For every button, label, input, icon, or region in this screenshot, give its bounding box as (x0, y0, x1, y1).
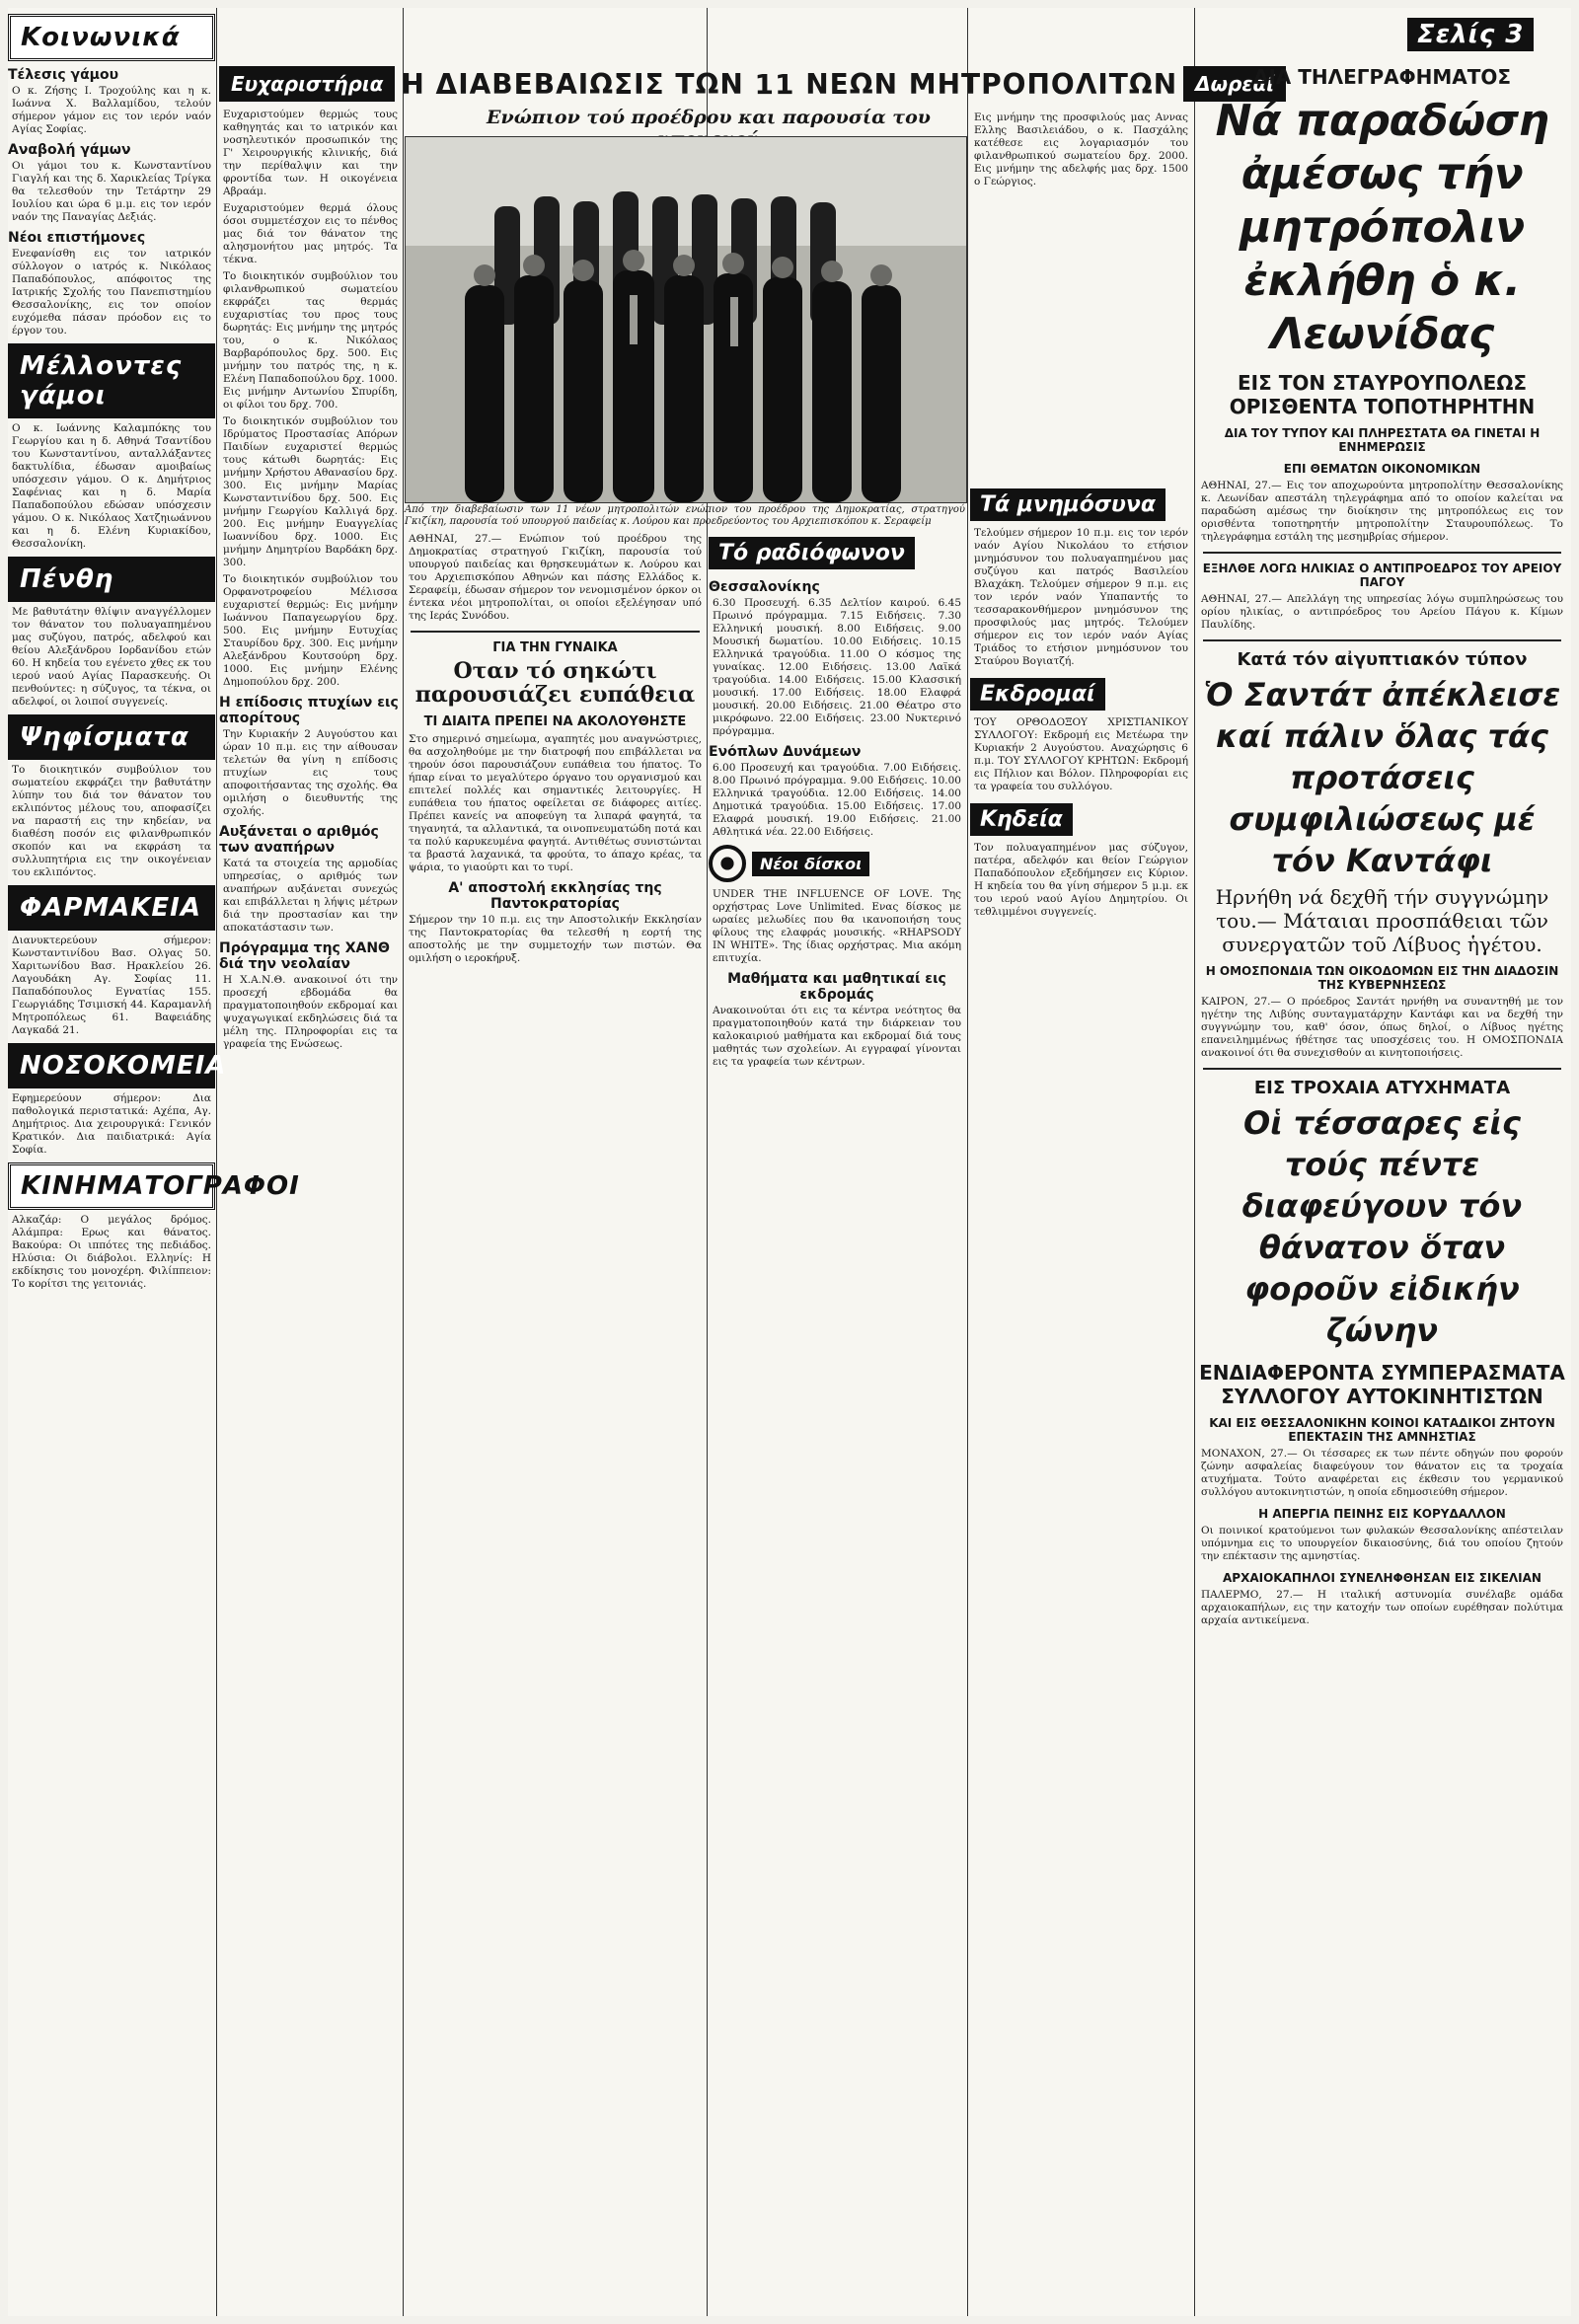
article-subhead: ΑΡΧΑΙΟΚΑΠΗΛΟΙ ΣΥΝΕΛΗΦΘΗΣΑΝ ΕΙΣ ΣΙΚΕΛΙΑΝ (1223, 1571, 1541, 1585)
article-text: ΑΘΗΝΑΙ, 27.— Απελλάγη της υπηρεσίας λόγω συμπληρώσεως του ορίου ηλικίας, ο αντιπρόεδρος του Αρείου Πάγου κ. Κίμων Παυλίδης. (1201, 593, 1563, 631)
article-text: Ανακοινούται ότι εις τα κέντρα νεότητος θα πραγματοποιηθούν κατά την διάρκειαν του καλοκαιριού μαθήματα και εκδρομαί διά τους μαθητάς των σχολείων. Αι εγγραφαί γίνονται εις τα γραφεία των κέντρων. (713, 1005, 961, 1068)
column-center (405, 531, 706, 2316)
article-text: Το διοικητικόν συμβούλιον του φιλανθρωπικού σωματείου εκφράζει τας θερμάς ευχαριστίας του προς τους δωρητάς: Εις μνήμην της μητρός του, ο κ. Νικόλαος Βαρβαρόπουλος δρχ. 500. Εις μνήμην του πατρός της, η κ. Ελένη Παπαδοπούλου δρχ. 1000. Εις μνήμην Αντωνίου Σπυρίδη, οι φίλοι του δρχ. 700. (223, 270, 398, 411)
article-text: Διανυκτερεύουν σήμερον: Κωνσταντινίδου Βασ. Ολγας 50. Χαριτωνίδου Βασ. Ηρακλείου 26. Λαγουδάκη Αγ. Σοφίας 11. Παπαδόπουλος Εγνατίας 155. Γεωργιάδης Τσιμισκή 44. Καραμανλή Μητροπόλεως 61. Βαφειάδης Λαγκαδά 21. (12, 935, 211, 1036)
section-heading: ΚΙΝΗΜΑΤΟΓΡΑΦΟΙ (8, 1162, 215, 1210)
photo-figures (406, 137, 966, 502)
article-kicker: Κατά τόν αἰγυπτιακόν τύπον (1237, 649, 1528, 670)
column-radio (709, 531, 965, 2316)
article-subhead: ΕΝΔΙΑΦΕΡΟΝΤΑ ΣΥΜΠΕΡΑΣΜΑΤΑ ΣΥΛΛΟΓΟΥ ΑΥΤΟΚΙΝΗΤΙΣΤΩΝ (1199, 1361, 1565, 1408)
section-heading: Τά μνημόσυνα (970, 488, 1165, 521)
article-text: Το διοικητικόν συμβούλιον του σωματείου εκφράζει την βαθυτάτην λύπην του διά τον θάνατον του εκλιπόντος μέλους του, αποφασίζει να παραστή εις την κηδείαν, να διαθέση ποσόν εις φιλανθρωπικόν σκοπόν και να εκφράση τα συλλυπητήρια εις την οικογένειαν του εκλιπόντος. (12, 764, 211, 878)
article-text: ΚΑΙΡΟΝ, 27.— Ο πρόεδρος Σαντάτ ηρνήθη να συναντηθή με τον ηγέτην της Λιβύης συνταγματάρχην Καντάφι και να δεχθή την συγγνώμην του, καθ' όσον, όπως δηλοί, ο Λίβυος ηγέτης επανειλημμένως ήθέτησε τας υποσχέσεις του. Η ΟΜΟΣΠΟΝΔΙΑ ανακοινοί ότι θα συνεχισθούν αι κινητοποιήσεις. (1201, 996, 1563, 1059)
article-text: 6.00 Προσευχή και τραγούδια. 7.00 Ειδήσεις. 8.00 Πρωινό πρόγραμμα. 9.00 Ειδήσεις. 10.00 Ελληνικά τραγούδια. 12.00 Ειδήσεις. 14.00 Δημοτικά τραγούδια. 15.00 Ειδήσεις. 17.00 Ελαφρά μουσική. 19.00 Ειδήσεις. 21.00 Αθλητικά νέα. 22.00 Ειδήσεις. (713, 762, 961, 838)
column-rule (1194, 8, 1195, 2316)
subheading: Θεσσαλονίκης (709, 579, 820, 595)
article-text: Τελούμεν σήμερον 10 π.μ. εις τον ιερόν ναόν Αγίου Νικολάου το ετήσιον μνημόσυνον του πολυαγαπημένου μας συζύγου και πατρός Βασιλείου Βλαχάκη. Τελούμεν σήμερον 9 π.μ. εις τον ιερόν ναόν Υπαπαντής το τεσσαρακονθήμερον μνημόσυνον της προσφιλούς μας μητρός. Τελούμεν σήμερον εις τον ιερόν ναόν Αγίας Τριάδος το ετήσιον μνημόσυνον του Σταύρου Βογιατζή. (974, 527, 1188, 667)
article-subhead: ΤΙ ΔΙΑΙΤΑ ΠΡΕΠΕΙ ΝΑ ΑΚΟΛΟΥΘΗΣΤΕ (423, 714, 687, 729)
article-kicker: ΓΙΑ ΤΗΝ ΓΥΝΑΙΚΑ (492, 640, 618, 655)
subheading: Νέοι επιστήμονες (8, 230, 146, 246)
lead-headline: Η ΔΙΑΒΕΒΑΙΩΣΙΣ ΤΩΝ 11 ΝΕΩΝ ΜΗΤΡΟΠΟΛΙΤΩΝ (401, 67, 1178, 101)
article-text: Την Κυριακήν 2 Αυγούστου και ώραν 10 π.μ. εις την αίθουσαν τελετών θα γίνη η επίδοσις πτυχίων εις τους αποφοιτήσαντας της σχολής. Θα ομιλήση ο διευθυντής της σχολής. (223, 728, 398, 817)
article-subhead: ΔΙΑ ΤΟΥ ΤΥΠΟΥ ΚΑΙ ΠΛΗΡΕΣΤΑΤΑ ΘΑ ΓΙΝΕΤΑΙ Η ΕΝΗΜΕΡΩΣΙΣ (1224, 426, 1541, 454)
article-headline: Νά παραδώση ἀμέσως τήν μητρόπολιν ἐκλήθη ὁ κ. Λεωνίδας (1215, 96, 1549, 359)
article-text: ΜΟΝΑΧΟΝ, 27.— Οι τέσσαρες εκ των πέντε οδηγών που φορούν ζώνην ασφαλείας διαφεύγουν τον θάνατον εις τα τροχαία ατυχήματα. Τούτο αναφέρεται εις έκθεσιν του γερμανικού συλλόγου αυτοκινητιστών, η οποία εδημοσιεύθη σήμερον. (1201, 1448, 1563, 1498)
divider (1203, 639, 1561, 641)
column-donations (970, 62, 1192, 2316)
article-text: Στο σημερινό σημείωμα, αγαπητές μου αναγνώστριες, θα ασχοληθούμε με την διατροφή που επιβάλλεται να τηρούν όσοι παρουσιάζουν ευπάθεια του ήπατος. Το ήπαρ είναι το μεγαλύτερο όργανο του οργανισμού και επιτελεί πολλές και σημαντικές λειτουργίες. Η ευπάθεια του ήπατος οφείλεται σε διάφορες αιτίες. Πρέπει κανείς να αποφεύγη τα λιπαρά φαγητά, τα τηγανητά, τα αλλαντικά, τα οινοπνευματώδη ποτά και τα πολύ καρυκευμένα φαγητά. Αντιθέτως συνιστώνται τα βραστά λαχανικά, τα φρούτα, το άπαχο κρέας, τα ψάρια, το γιαούρτι και το τυρί. (409, 733, 702, 873)
article-headline: Ὁ Σαντάτ ἀπέκλεισε καί πάλιν ὅλας τάς προτάσεις συμφιλιώσεως μέ τόν Καντάφι (1203, 676, 1561, 879)
divider (1203, 552, 1561, 554)
article-text: Εφημερεύουν σήμερον: Δια παθολογικά περιστατικά: Αχέπα, Αγ. Δημήτριος. Δια χειρουργικά: Γενικόν Κρατικόν. Δια παιδιατρικά: Αγία Σοφία. (12, 1092, 211, 1156)
article-text: UNDER THE INFLUENCE OF LOVE. Της ορχήστρας Love Unlimited. Ενας δίσκος με ωραίες μελωδίες που θα ικανοποιήση τους φίλους της ελαφράς μουσικής. «RHAPSODY IN WHITE». Της ίδιας ορχήστρας. Μια ακόμη επιτυχία. (713, 888, 961, 964)
section-heading: Εκδρομαί (970, 678, 1105, 711)
lead-banner (219, 62, 1274, 106)
photo-caption: Από την διαβεβαίωσιν των 11 νέων μητροπολιτών ενώπιον του προέδρου της Δημοκρατίας, στρατηγού Γκιζίκη, παρουσία τού υπουργού παιδείας κ. Λούρου και προεδρεύοντος του Αρχιεπισκόπου κ. Σεραφείμ (405, 504, 965, 527)
article-text: Τον πολυαγαπημένον μας σύζυγον, πατέρα, αδελφόν και θείον Γεώργιον Παπαδόπουλον εξεδήμησεν εις Κύριον. Η κηδεία του θα γίνη σήμερον 5 μ.μ. εκ του ιερού ναού Αγίου Δημητρίου. Οι τεθλιμμένοι συγγενείς. (974, 842, 1188, 918)
subheading: Η επίδοσις πτυχίων εις απορίτους (219, 695, 399, 726)
section-tag: Ευχαριστήρια (219, 66, 395, 102)
article-kicker: ΔΙΑ ΤΗΛΕΓΡΑΦΗΜΑΤΟΣ (1252, 65, 1512, 89)
lead-deck: Ενώπιον τού προέδρου και παρουσία του (487, 107, 931, 128)
article-text: Το διοικητικόν συμβούλιον του Ορφανοτροφείου Μέλισσα ευχαριστεί θερμώς: Εις μνήμην Ιωάννου Παπαγεωργίου δρχ. 500. Εις μνήμην Ευτυχίας Σταυρίδου δρχ. 300. Εις μνήμην Αλεξάνδρου Κουτσούρη δρχ. 1000. Εις μνήμην Ελένης Δημοπούλου δρχ. 200. (223, 573, 398, 688)
column-rule (967, 8, 968, 2316)
article-headline: Οἱ τέσσαρες εἰς τούς πέντε διαφεύγουν τόν θάνατον ὅταν φοροῦν εἰδικήν ζώνην (1241, 1104, 1523, 1349)
article-text: Ενεφανίσθη εις τον ιατρικόν σύλλογον ο ιατρός κ. Νικόλαος Παπαδόπουλος, απόφοιτος της Ιατρικής Σχολής του Πανεπιστημίου Θεσσαλονίκης, εις τον οποίον ευχόμεθα πάσαν πρόοδον εις το έργον του. (12, 248, 211, 337)
column-thanks (219, 107, 402, 2316)
article-subhead: Η ΑΠΕΡΓΙΑ ΠΕΙΝΗΣ ΕΙΣ ΚΟΡΥΔΑΛΛΟΝ (1258, 1507, 1506, 1521)
column-rule (216, 8, 217, 2316)
article-text: ΤΟΥ ΟΡΘΟΔΟΞΟΥ ΧΡΙΣΤΙΑΝΙΚΟΥ ΣΥΛΛΟΓΟΥ: Εκδρομή εις Μετέωρα την Κυριακήν 2 Αυγούστου. Αναχώρησις 6 π.μ. ΤΟΥ ΣΥΛΛΟΓΟΥ ΚΡΗΤΩΝ: Εκδρομή εις Πήλιον και Βόλον. Πληροφορίαι εις τα γραφεία του συλλόγου. (974, 716, 1188, 792)
column-right (1197, 8, 1567, 2316)
article-text: Κατά τα στοιχεία της αρμοδίας υπηρεσίας, ο αριθμός των αναπήρων αυξάνεται συνεχώς και επιβάλλεται η λήψις μέτρων διά την προστασίαν και την αποκατάστασιν των. (223, 858, 398, 934)
new-records-logo (709, 845, 965, 882)
subheading: Αυξάνεται ο αριθμός των αναπήρων (219, 824, 379, 856)
article-text: Εις μνήμην της προσφιλούς μας Αννας Ελλης Βασιλειάδου, ο κ. Πασχάλης κατέθεσε εις λογαριασμόν του φιλανθρωπικού σωματείου δρχ. 2000. Εις μνήμην της αδελφής μας δρχ. 1500 ο Γεώργιος. (974, 112, 1188, 187)
divider (1203, 1068, 1561, 1070)
section-heading: Πένθη (8, 557, 215, 602)
section-heading: ΦΑΡΜΑΚΕΙΑ (8, 885, 215, 931)
subheading: Α' αποστολή εκκλησίας της Παντοκρατορίας (448, 880, 662, 912)
section-heading: Κηδεία (970, 803, 1073, 836)
article-subhead: Η ΟΜΟΣΠΟΝΔΙΑ ΤΩΝ ΟΙΚΟΔΟΜΩΝ ΕΙΣ ΤΗΝ ΔΙΑΔΟΣΙΝ ΤΗΣ ΚΥΒΕΡΝΗΣΕΩΣ (1205, 964, 1559, 992)
article-subhead: ΕΠΙ ΘΕΜΑΤΩΝ ΟΙΚΟΝΟΜΙΚΩΝ (1283, 462, 1481, 476)
subheading: Τέλεσις γάμου (8, 67, 119, 83)
article-text: Ο κ. Ιωάννης Καλαμπόκης του Γεωργίου και η δ. Αθηνά Τσαντίδου του Κωνσταντίνου, ανταλλάξαντες δακτυλίδια, έδωσαν αμοιβαίως υπόσχεσιν γάμου. Ο κ. Δημήτριος Σαφένιας και η δ. Μαρία Παπαδοπούλου εδώσαν υπόσχεσιν γάμου. Ο κ. Νικόλαος Χατζηιωάννου και η δ. Ελένη Κυριακίδου, Θεσσαλονίκη. (12, 422, 211, 550)
page-number: Σελίς 3 (1407, 18, 1534, 51)
article-kicker: ΕΙΣ ΤΡΟΧΑΙΑ ΑΤΥΧΗΜΑΤΑ (1253, 1078, 1511, 1098)
article-text: 6.30 Προσευχή. 6.35 Δελτίον καιρού. 6.45 Πρωινό πρόγραμμα. 7.15 Ειδήσεις. 7.30 Ελληνική μουσική. 8.00 Ειδήσεις. 9.00 Μουσική δωματίου. 10.00 Ειδήσεις. 10.15 Ελληνικά τραγούδια. 11.00 Ο κόσμος της γυναίκας. 12.00 Ειδήσεις. 13.00 Λαϊκά τραγούδια. 14.00 Ειδήσεις. 15.00 Κλασσική μουσική. 17.00 Ειδήσεις. 18.00 Ελαφρά μουσική. 20.00 Ειδήσεις. 21.00 Θέατρο στο μικρόφωνο. 22.00 Ειδήσεις. 23.00 Νυκτερινό πρόγραμμα. (713, 597, 961, 737)
section-heading: Νέοι δίσκοι (752, 852, 869, 876)
article-subhead: ΕΞΗΛΘΕ ΛΟΓΩ ΗΛΙΚΙΑΣ Ο ΑΝΤΙΠΡΟΕΔΡΟΣ ΤΟΥ ΑΡΕΙΟΥ ΠΑΓΟΥ (1202, 562, 1562, 589)
article-text: ΑΘΗΝΑΙ, 27.— Ενώπιον τού προέδρου της Δημοκρατίας στρατηγού Γκιζίκη, παρουσία τού υπουργού παιδείας και θρησκευμάτων κ. Λούρου και του Αρχιεπισκόπου Αθηνών και πάσης Ελλάδος κ. Σεραφείμ, έδωσαν σήμερον τον νενομισμένον όρκον οι έντεκα νέοι μητροπολίται, οι οποίοι εξελέγησαν υπό της Ιεράς Συνόδου. (409, 533, 702, 622)
article-text: Ευχαριστούμεν θερμώς τους καθηγητάς και το ιατρικόν και νοσηλευτικόν προσωπικόν της Γ' Χειρουργικής κλινικής, διά την περίθαλψιν και την φροντίδα των. Η οικογένεια Αβραάμ. (223, 109, 398, 197)
article-text: Οι γάμοι του κ. Κωνσταντίνου Γιαγλή και της δ. Χαρικλείας Τρίγκα θα τελεσθούν την Τετάρτην 29 Ιουλίου και ώρα 6 μ.μ. εις τον ιερόν ναόν της Παναγίας Δεξιάς. (12, 160, 211, 223)
section-heading: Ψηφίσματα (8, 714, 215, 760)
article-text: ΠΑΛΕΡΜΟ, 27.— Η ιταλική αστυνομία συνέλαβε ομάδα αρχαιοκαπήλων, εις την κατοχήν των οποίων ευρέθησαν πολύτιμα αρχαία αντικείμενα. (1201, 1589, 1563, 1626)
bishops-photo (405, 136, 967, 503)
section-heading: Τό ραδιόφωνον (709, 537, 915, 569)
article-text: ΑΘΗΝΑΙ, 27.— Εις τον αποχωρούντα μητροπολίτην Θεσσαλονίκης κ. Λεωνίδαν απεστάλη τηλεγράφημα από το οποίον καλείται να παραδώση αμέσως την διοίκησιν της μητροπόλεως εις τον ορισθέντα τοποτηρητήν μητροπολίτην Σταυρουπόλεως. Το τηλεγράφημα εστάλη της μεσημβρίας σήμερον. (1201, 480, 1563, 543)
section-heading: Κοινωνικά (8, 14, 215, 61)
section-heading: Μέλλοντες γάμοι (8, 343, 215, 418)
article-deck: Ηρνήθη νά δεχθῆ τήν συγγνώμην του.— Μάταιαι προσπάθειαι τῶν συνεργατῶν τοῦ Λίβυος ἡγέτου. (1215, 885, 1549, 956)
subheading: Αναβολή γάμων (8, 142, 131, 158)
section-heading: ΝΟΣΟΚΟΜΕΙΑ (8, 1043, 215, 1088)
record-icon (709, 845, 746, 882)
subheading: Πρόγραμμα της ΧΑΝΘ διά την νεολαίαν (219, 940, 390, 972)
article-text: Ο κ. Ζήσης Ι. Τροχούλης και η κ. Ιωάννα Χ. Βαλλαμίδου, τελούν σήμερον γάμον εις τον ιερόν ναόν Αγίας Σοφίας. (12, 85, 211, 135)
divider (411, 631, 700, 633)
article-subhead: ΕΙΣ ΤΟΝ ΣΤΑΥΡΟΥΠΟΛΕΩΣ ΟΡΙΣΘΕΝΤΑ ΤΟΠΟΤΗΡΗΤΗΝ (1229, 371, 1536, 418)
article-headline: Οταν τό σηκώτι παρουσιάζει ευπάθεια (414, 658, 696, 708)
article-text: Η Χ.Α.Ν.Θ. ανακοινοί ότι την προσεχή εβδομάδα θα πραγματοποιηθούν εκδρομαί και ψυχαγωγικαί εκδηλώσεις διά τα μέλη της. Πληροφορίαι εις τα γραφεία της Ενώσεως. (223, 974, 398, 1050)
subheading: Μαθήματα και μαθητικαί εις εκδρομάς (727, 971, 946, 1003)
article-text: Αλκαζάρ: Ο μεγάλος δρόμος. Αλάμπρα: Ερως και θάνατος. Βακούρα: Οι ιππότες της πεδιάδος. Ηλύσια: Οι διάβολοι. Ελληνίς: Η εκδίκησις του μονοχέρη. Φιλίππειον: Το κορίτσι της γειτονιάς. (12, 1214, 211, 1290)
article-text: Οι ποινικοί κρατούμενοι των φυλακών Θεσσαλονίκης απέστειλαν υπόμνημα εις το υπουργείον δικαιοσύνης, διά του οποίου ζητούν την επέκτασιν της αμνηστίας. (1201, 1525, 1563, 1562)
article-text: Ευχαριστούμεν θερμά όλους όσοι συμμετέσχον εις το πένθος μας διά τον θάνατον της αλησμονήτου μας μητρός. Τα τέκνα. (223, 202, 398, 265)
article-text: Σήμερον την 10 π.μ. εις την Αποστολικήν Εκκλησίαν της Παντοκρατορίας θα τελεσθή η εορτή της αποστολής με την συμμετοχήν των πιστών. Θα ομιλήση ο ιεροκήρυξ. (409, 914, 702, 964)
column-rule (403, 8, 404, 2316)
newspaper-page (8, 8, 1571, 2316)
article-text: Το διοικητικόν συμβούλιον του Ιδρύματος Προστασίας Απόρων Παιδίων ευχαριστεί θερμώς τους κάτωθι δωρητάς: Εις μνήμην Χρήστου Αθανασίου δρχ. 300. Εις μνήμην Μαρίας Κωνσταντινίδου δρχ. 500. Εις μνήμην Γεωργίου Καλλιγά δρχ. 200. Εις μνήμην Ευαγγελίας Ιωαννίδου δρχ. 1000. Εις μνήμην Δημητρίου Βαρδάκη δρχ. 300. (223, 415, 398, 568)
section-tag: Δωρεαί (1183, 66, 1286, 102)
article-subhead: ΚΑΙ ΕΙΣ ΘΕΣΣΑΛΟΝΙΚΗΝ ΚΟΙΝΟΙ ΚΑΤΑΔΙΚΟΙ ΖΗΤΟΥΝ ΕΠΕΚΤΑΣΙΝ ΤΗΣ ΑΜΝΗΣΤΙΑΣ (1209, 1416, 1555, 1444)
article-text: Με βαθυτάτην θλίψιν αναγγέλλομεν τον θάνατον του πολυαγαπημένου μας συζύγου, πατρός, αδελφού και θείου Αλεξάνδρου Ιορδανίδου ετών 60. Η κηδεία του εγένετο χθες εκ του ιερού ναού Αγίας Παρασκευής. Οι πενθούντες: η σύζυγος, τα τέκνα, οι αδελφοί, οι λοιποί συγγενείς. (12, 606, 211, 708)
subheading: Ενόπλων Δυνάμεων (709, 744, 862, 760)
